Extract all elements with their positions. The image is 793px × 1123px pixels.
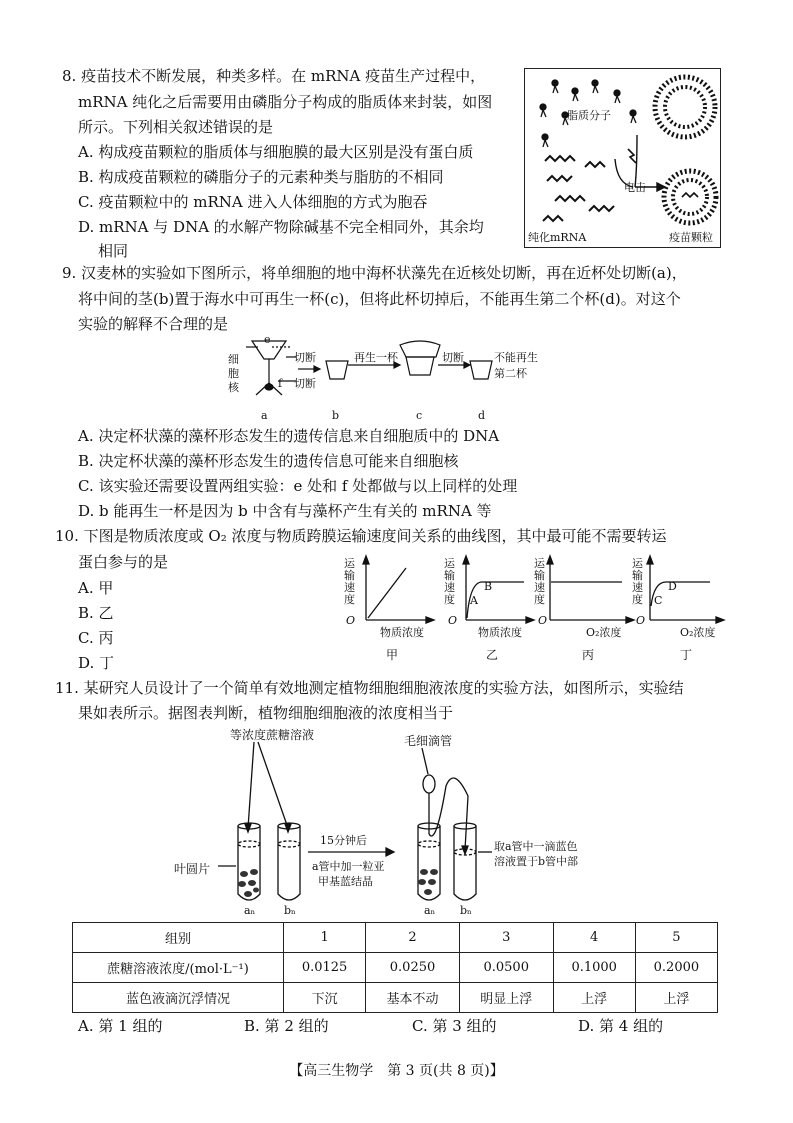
table-cell: 2: [366, 923, 460, 953]
purified-mrna-label: 纯化mRNA: [528, 231, 587, 244]
leaf-disc-label: 叶圆片: [174, 862, 211, 876]
q8-option-b: B. 构成疫苗颗粒的磷脂分子的元素种类与脂肪的不相同: [78, 168, 444, 186]
table-cell: 5: [635, 923, 717, 953]
arrow-bottom-label-1: a管中加一粒亚: [312, 860, 385, 873]
q11-option-a: A. 第 1 组的: [78, 1017, 163, 1035]
arrow-top-label: 15分钟后: [320, 834, 367, 847]
q8-stem-line-1: 8. 疫苗技术不断发展，种类多样。在 mRNA 疫苗生产过程中，: [62, 67, 486, 85]
table-cell: 上浮: [635, 983, 717, 1013]
q8-option-d-cont: 相同: [98, 242, 129, 260]
figure-letter-d: d: [478, 409, 486, 422]
arrow-bottom-label-2: 甲基蓝结晶: [318, 875, 373, 888]
graph3-xlabel: O₂浓度: [586, 626, 622, 639]
graph1-caption: 甲: [386, 648, 399, 662]
figure-letter-b: b: [332, 409, 340, 422]
q8-stem-line-3: 所示。下列相关叙述错误的是: [78, 118, 274, 136]
q8-option-c: C. 疫苗颗粒中的 mRNA 进入人体细胞的方式为胞吞: [78, 193, 428, 211]
graph4-point-c: C: [654, 594, 663, 607]
graph2-origin: O: [448, 614, 458, 627]
table-cell: 0.0500: [459, 953, 553, 983]
tube-label-a-left: aₙ: [244, 904, 256, 917]
q8-stem-line-2: mRNA 纯化之后需要用由磷脂分子构成的脂质体来封装，如图: [78, 93, 493, 111]
graph1-ylabel: 运 输 速 度: [344, 557, 355, 606]
table-row: [73, 983, 718, 1013]
label-f: f: [278, 377, 283, 390]
q8-option-d: D. mRNA 与 DNA 的水解产物除碱基不完全相同外，其余均: [78, 218, 484, 236]
no-regen-label-2: 第二杯: [494, 367, 527, 380]
q11-stem-line-1: 11. 某研究人员设计了一个简单有效地测定植物细胞细胞液浓度的实验方法，如图所示，实验结: [55, 679, 684, 697]
graph4-point-d: D: [668, 580, 677, 593]
q10-option-c: C. 丙: [78, 629, 114, 647]
q11-figure: [174, 726, 616, 922]
table-cell: 1: [284, 923, 366, 953]
q8-figure: [524, 68, 721, 248]
q9-option-d: D. b 能再生一杯是因为 b 中含有与藻杯产生有关的 mRNA 等: [78, 502, 492, 520]
test-tube-diagram: [196, 726, 616, 922]
graph2-xlabel: 物质浓度: [478, 626, 522, 639]
table-cell: 4: [553, 923, 635, 953]
graph3-ylabel: 运 输 速 度: [534, 557, 545, 606]
table-cell: 0.2000: [635, 953, 717, 983]
graph2-caption: 乙: [486, 648, 499, 662]
figure-letter-a: a: [261, 409, 268, 422]
liposome-diagram: [525, 69, 720, 247]
table-cell: 0.0250: [366, 953, 460, 983]
q10-stem-line-2: 蛋白参与的是: [78, 553, 169, 571]
regen-label: 再生一杯: [354, 351, 398, 364]
electroshock-label: 电击: [624, 181, 646, 194]
table-row-header: 组别: [73, 923, 284, 953]
table-row: [73, 923, 718, 953]
tube-label-b-right: bₙ: [460, 904, 472, 917]
vaccine-particle-label: 疫苗颗粒: [669, 231, 713, 244]
tube-label-a-right: aₙ: [424, 904, 436, 917]
table-cell: 上浮: [553, 983, 635, 1013]
graph1-origin: O: [346, 614, 356, 627]
table-cell: 下沉: [284, 983, 366, 1013]
cut-label-2: 切断: [294, 377, 316, 390]
q11-option-b: B. 第 2 组的: [244, 1017, 329, 1035]
q9-option-a: A. 决定杯状藻的藻杯形态发生的遗传信息来自细胞质中的 DNA: [78, 427, 500, 445]
q11-option-c: C. 第 3 组的: [412, 1017, 497, 1035]
q10-option-b: B. 乙: [78, 604, 114, 622]
q9-stem-line-1: 9. 汉麦林的实验如下图所示，将单细胞的地中海杯状藻先在近核处切断，再在近杯处切断(a)，: [62, 264, 687, 282]
capillary-dropper-label: 毛细滴管: [404, 734, 453, 748]
q10-graphs: [340, 556, 730, 666]
nucleus-label: 细 胞 核: [228, 353, 239, 394]
q9-stem-line-2: 将中间的茎(b)置于海水中可再生一杯(c)，但将此杯切掉后，不能再生第二个杯(d)。对这个: [78, 290, 681, 308]
q9-option-b: B. 决定杯状藻的藻杯形态发生的遗传信息可能来自细胞核: [78, 452, 459, 470]
graph2-ylabel: 运 输 速 度: [444, 557, 455, 606]
graph4-caption: 丁: [680, 648, 693, 662]
figure-letter-c: c: [416, 409, 423, 422]
q11-option-d: D. 第 4 组的: [578, 1017, 664, 1035]
table-row-header: 蔗糖溶液浓度/(mol·L⁻¹): [73, 953, 284, 983]
graph2-point-b: B: [484, 580, 493, 593]
table-cell: 基本不动: [366, 983, 460, 1013]
sucrose-solution-label: 等浓度蔗糖溶液: [230, 728, 315, 742]
graph4-ylabel: 运 输 速 度: [632, 557, 643, 606]
table-row-header: 蓝色液滴沉浮情况: [73, 983, 284, 1013]
page-footer: 【高三生物学 第 3 页(共 8 页)】: [289, 1063, 504, 1079]
no-regen-label-1: 不能再生: [494, 351, 538, 364]
q9-figure: [228, 335, 558, 427]
table-cell: 0.0125: [284, 953, 366, 983]
q10-option-a: A. 甲: [78, 579, 114, 597]
q8-option-a: A. 构成疫苗颗粒的脂质体与细胞膜的最大区别是没有蛋白质: [78, 143, 474, 161]
lipid-molecule-label: 脂质分子: [567, 109, 611, 122]
q9-stem-line-3: 实验的解释不合理的是: [78, 315, 229, 333]
q11-results-table: [72, 922, 718, 1013]
right-note-2: 溶液置于b管中部: [494, 855, 579, 868]
graph3-caption: 丙: [582, 648, 595, 662]
right-note-1: 取a管中一滴蓝色: [494, 840, 578, 853]
tube-label-b-left: bₙ: [284, 904, 296, 917]
graph2-point-a: A: [470, 594, 478, 607]
label-e: e: [264, 333, 271, 346]
graph4-origin: O: [636, 614, 646, 627]
q9-option-c: C. 该实验还需要设置两组实验：e 处和 f 处都做与以上同样的处理: [78, 477, 518, 495]
table-cell: 3: [459, 923, 553, 953]
graph1-xlabel: 物质浓度: [380, 626, 424, 639]
q10-option-d: D. 丁: [78, 654, 115, 672]
table-row: [73, 953, 718, 983]
table-cell: 0.1000: [553, 953, 635, 983]
graph4-xlabel: O₂浓度: [680, 626, 716, 639]
cut-label-3: 切断: [442, 351, 464, 364]
q10-stem-line-1: 10. 下图是物质浓度或 O₂ 浓度与物质跨膜运输速度间关系的曲线图，其中最可能不需要转运: [55, 527, 667, 545]
cut-label-1: 切断: [294, 351, 316, 364]
q11-stem-line-2: 果如表所示。据图表判断，植物细胞细胞液的浓度相当于: [78, 704, 454, 722]
graph3-origin: O: [538, 614, 548, 627]
table-cell: 明显上浮: [459, 983, 553, 1013]
